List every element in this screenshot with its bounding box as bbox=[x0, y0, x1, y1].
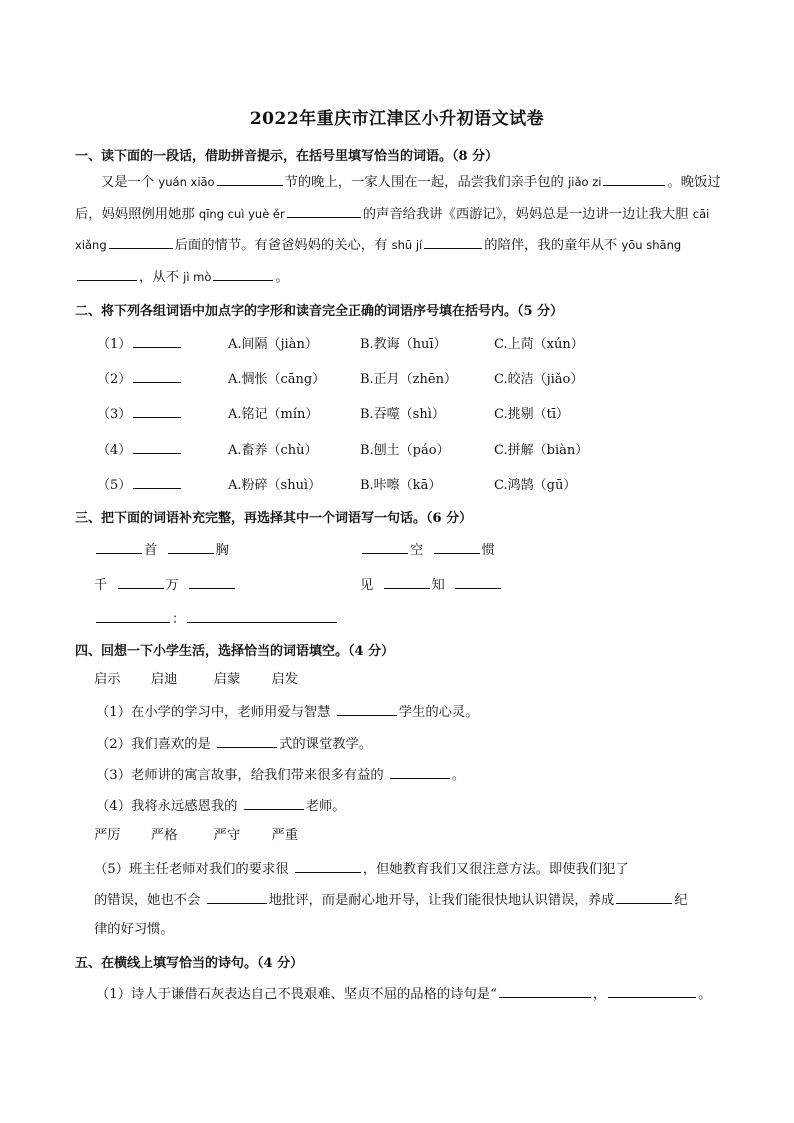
text: 。 bbox=[275, 269, 289, 285]
text: （5）班主任老师对我们的要求很 bbox=[94, 862, 293, 877]
word-option: 严格 bbox=[150, 828, 178, 843]
question-4-1 bbox=[96, 701, 479, 723]
option-a: A.铭记（mín） bbox=[228, 407, 319, 422]
answer-blank[interactable] bbox=[217, 171, 283, 186]
question-4-5-line1 bbox=[94, 858, 629, 880]
word-option: 严厉 bbox=[94, 828, 121, 843]
pinyin: qīng cuì yuè ěr bbox=[198, 206, 285, 221]
idiom-char: 知 bbox=[431, 578, 445, 593]
answer-blank[interactable] bbox=[96, 539, 142, 554]
colon: ： bbox=[172, 612, 186, 627]
idiom-2 bbox=[360, 539, 495, 561]
answer-blank[interactable] bbox=[616, 889, 672, 904]
option-c: C.挑剔（tī） bbox=[494, 407, 569, 422]
text: 律的好习惯。 bbox=[94, 922, 174, 937]
answer-blank[interactable] bbox=[390, 764, 450, 779]
answer-blank[interactable] bbox=[189, 574, 235, 589]
word-option: 启蒙 bbox=[213, 672, 241, 687]
text: （3）老师讲的寓言故事，给我们带来很多有益的 bbox=[96, 768, 388, 783]
row-number: （3） bbox=[97, 407, 132, 422]
idiom-char: 首 bbox=[144, 543, 158, 558]
text: 纪 bbox=[674, 893, 688, 908]
answer-blank[interactable] bbox=[337, 701, 397, 716]
page-title: 2022年重庆市江津区小升初语文试卷 bbox=[249, 109, 545, 129]
option-b: B.教诲（huī） bbox=[360, 337, 447, 352]
text: 又是一个 bbox=[101, 175, 159, 190]
text: 。晚饭过后，妈妈照例用她那 bbox=[75, 175, 721, 222]
idiom-char: 万 bbox=[165, 578, 179, 593]
text: 后面的情节。有爸爸妈妈的关心，有 bbox=[174, 238, 392, 253]
section5-heading: 五、在横线上填写恰当的诗句。（4 分） bbox=[75, 956, 304, 971]
section3-heading: 三、把下面的词语补充完整，再选择其中一个词语写一句话。（6 分） bbox=[75, 511, 473, 526]
text: （1）诗人于谦借石灰表达自己不畏艰难、坚贞不屈的品格的诗句是“ bbox=[96, 987, 497, 1002]
answer-blank[interactable] bbox=[287, 203, 361, 218]
section2-heading: 二、将下列各组词语中加点字的字形和读音完全正确的词语序号填在括号内。（5 分） bbox=[75, 304, 564, 319]
option-a: A.畜养（chù） bbox=[228, 443, 318, 458]
sentence-line bbox=[94, 608, 339, 630]
word-option: 启示 bbox=[94, 672, 121, 687]
option-a: A.间隔（jiàn） bbox=[228, 337, 318, 352]
word-option: 严重 bbox=[271, 828, 299, 843]
idiom-char: 惯 bbox=[481, 543, 495, 558]
idiom-choice-blank[interactable] bbox=[96, 608, 170, 623]
answer-blank[interactable] bbox=[207, 889, 267, 904]
question-4-5-line3 bbox=[94, 920, 174, 940]
word-option: 严守 bbox=[213, 828, 241, 843]
option-c: C.拼解（biàn） bbox=[494, 443, 589, 458]
text: 节的晚上，一家人围在一起，品尝我们亲手包的 bbox=[284, 175, 569, 190]
pinyin: yōu shāng bbox=[621, 238, 682, 252]
text: 。 bbox=[698, 987, 712, 1002]
word-option: 启迪 bbox=[150, 672, 178, 687]
text: ，但她教育我们又很注意方法。即使我们犯了 bbox=[362, 862, 629, 877]
option-b: B.正月（zhēn） bbox=[360, 372, 457, 387]
row-number: （5） bbox=[97, 478, 132, 493]
answer-blank[interactable] bbox=[499, 983, 591, 998]
option-b: B.刨土（páo） bbox=[360, 443, 450, 458]
answer-blank[interactable] bbox=[608, 983, 696, 998]
sentence-blank[interactable] bbox=[187, 608, 337, 623]
row-number: （2） bbox=[97, 372, 132, 387]
answer-blank[interactable] bbox=[133, 333, 181, 348]
answer-blank[interactable] bbox=[133, 368, 181, 383]
idiom-4 bbox=[360, 574, 503, 596]
text: 的错误，她也不会 bbox=[94, 893, 205, 908]
idiom-char: 空 bbox=[410, 543, 424, 558]
answer-blank[interactable] bbox=[133, 474, 181, 489]
idiom-char: 胸 bbox=[215, 543, 229, 558]
section1-paragraph bbox=[75, 167, 721, 293]
answer-blank[interactable] bbox=[77, 266, 137, 281]
option-b: B.吞噬（shì） bbox=[360, 407, 445, 422]
row-number: （4） bbox=[97, 443, 132, 458]
idiom-3 bbox=[94, 574, 237, 596]
answer-blank[interactable] bbox=[244, 795, 304, 810]
section4-heading: 四、回想一下小学生活，选择恰当的词语填空。（4 分） bbox=[75, 644, 395, 659]
text: ， bbox=[592, 987, 607, 1002]
answer-blank[interactable] bbox=[384, 574, 430, 589]
text: 式的课堂教学。 bbox=[279, 737, 373, 752]
answer-blank[interactable] bbox=[118, 574, 164, 589]
pinyin: jiǎo zi bbox=[568, 175, 602, 189]
option-c: C.皎洁（jiǎo） bbox=[494, 372, 584, 387]
idiom-1 bbox=[94, 539, 229, 561]
question-4-5-line2 bbox=[94, 889, 688, 911]
answer-blank[interactable] bbox=[133, 403, 181, 418]
question-4-4 bbox=[96, 795, 346, 817]
word-bank-1 bbox=[94, 670, 298, 690]
text: （4）我将永远感恩我的 bbox=[96, 799, 242, 814]
pinyin: shū jí bbox=[391, 238, 423, 252]
answer-blank[interactable] bbox=[603, 171, 665, 186]
text: 地批评，而是耐心地开导，让我们能很快地认识错误，养成 bbox=[268, 893, 615, 908]
text: 学生的心灵。 bbox=[398, 705, 479, 720]
answer-blank[interactable] bbox=[133, 439, 181, 454]
answer-blank[interactable] bbox=[217, 733, 277, 748]
answer-blank[interactable] bbox=[213, 266, 273, 281]
text: 老师。 bbox=[305, 799, 346, 814]
answer-blank[interactable] bbox=[434, 539, 480, 554]
text: （2）我们喜欢的是 bbox=[96, 737, 216, 752]
option-a: A.惆怅（cāng） bbox=[228, 372, 326, 387]
answer-blank[interactable] bbox=[295, 858, 361, 873]
pinyin: yuán xiāo bbox=[158, 175, 215, 189]
text: ，从不 bbox=[139, 269, 184, 285]
option-c: C.上苘（xún） bbox=[494, 337, 584, 352]
section1-heading: 一、读下面的一段话，借助拼音提示，在括号里填写恰当的词语。（8 分） bbox=[75, 149, 499, 164]
answer-blank[interactable] bbox=[455, 574, 501, 589]
pinyin: cāi xiǎng bbox=[75, 206, 710, 252]
word-bank-2 bbox=[94, 826, 298, 846]
text: 。 bbox=[451, 768, 466, 783]
answer-blank[interactable] bbox=[362, 539, 408, 554]
answer-blank[interactable] bbox=[168, 539, 214, 554]
pinyin: jì mò bbox=[183, 269, 212, 284]
question-4-2 bbox=[96, 733, 372, 755]
text: 的陪伴，我的童年从不 bbox=[484, 238, 622, 253]
idiom-char: 见 bbox=[360, 578, 374, 593]
idiom-char: 千 bbox=[94, 578, 108, 593]
text: （1）在小学的学习中，老师用爱与智慧 bbox=[96, 705, 335, 720]
option-a: A.粉碎（shuì） bbox=[228, 478, 322, 493]
option-b: B.咔嚓（kā） bbox=[360, 478, 442, 493]
text: 的声音给我讲《西游记》，妈妈总是一边讲一边让我大胆 bbox=[362, 206, 693, 222]
question-4-3 bbox=[96, 764, 465, 786]
answer-blank[interactable] bbox=[424, 234, 482, 249]
word-option: 启发 bbox=[271, 672, 299, 687]
answer-blank[interactable] bbox=[109, 234, 173, 249]
row-number: （1） bbox=[97, 337, 132, 352]
option-c: C.鸿鹄（gū） bbox=[494, 478, 577, 493]
question-5-1 bbox=[96, 983, 711, 1005]
